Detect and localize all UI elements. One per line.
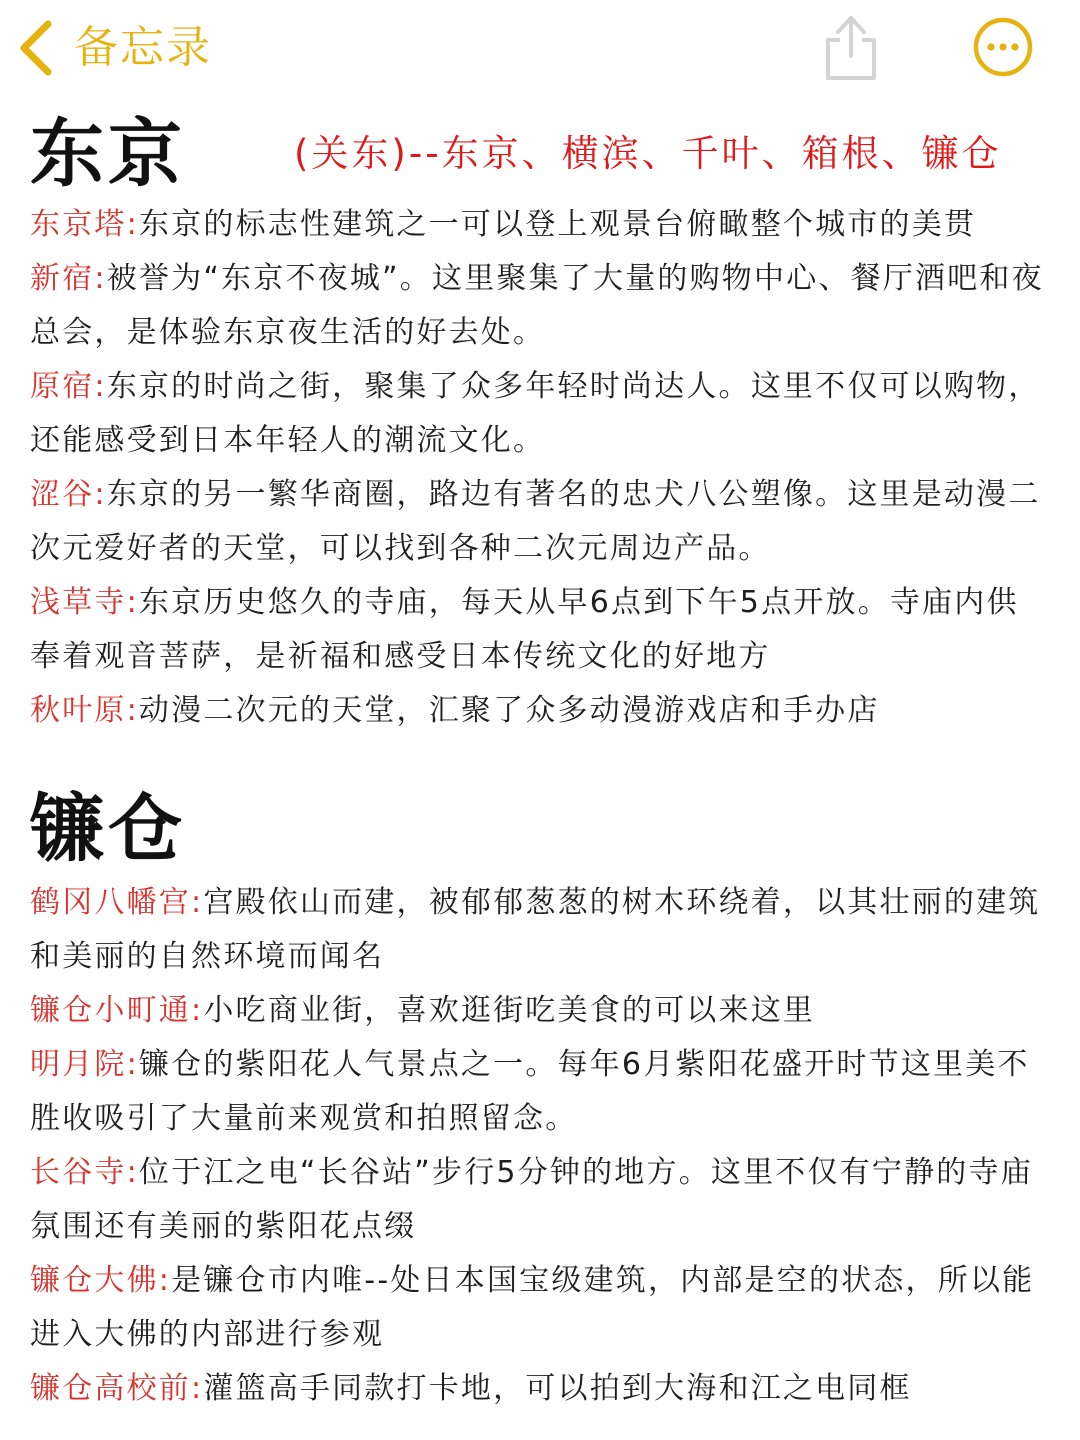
entry-list	[30, 198, 1050, 738]
list-item	[30, 984, 1050, 1038]
spot-description: 东京的另一繁华商圈，路边有著名的忠犬八公塑像。这里是动漫二次元爱好者的天堂，可以找到各种二次元周边产品。	[30, 477, 1041, 566]
section-kamakura	[30, 782, 1050, 1416]
section-header	[30, 782, 1050, 876]
back-button[interactable]	[16, 16, 212, 80]
list-item	[30, 1038, 1050, 1146]
section-subtitle: (关东)--东京、横滨、千叶、箱根、镰仓	[294, 132, 1002, 175]
section-title: 东京	[30, 111, 186, 197]
spot-name: 涩谷:	[30, 477, 107, 512]
chevron-left-icon	[16, 18, 56, 78]
spot-name: 明月院:	[30, 1047, 139, 1082]
spot-name: 新宿:	[30, 261, 107, 296]
spot-description: 宫殿依山而建，被郁郁葱葱的树木环绕着，以其壮丽的建筑和美丽的自然环境而闻名	[30, 885, 1041, 974]
navigation-bar	[0, 0, 1080, 100]
list-item	[30, 198, 1050, 252]
spot-description: 是镰仓市内唯--处日本国宝级建筑，内部是空的状态，所以能进入大佛的内部进行参观	[30, 1263, 1035, 1352]
spot-name: 原宿:	[30, 369, 107, 404]
list-item	[30, 468, 1050, 576]
spot-description: 镰仓的紫阳花人气景点之一。每年6月紫阳花盛开时节这里美不胜收吸引了大量前来观赏和拍照留念。	[30, 1047, 1030, 1136]
spot-description: 小吃商业街，喜欢逛街吃美食的可以来这里	[203, 993, 816, 1028]
section-spacer	[30, 738, 1050, 782]
note-content	[30, 110, 1050, 1416]
section-tokyo	[30, 110, 1050, 738]
spot-description: 东京的时尚之街，聚集了众多年轻时尚达人。这里不仅可以购物，还能感受到日本年轻人的潮流文化。	[30, 369, 1041, 458]
list-item	[30, 1146, 1050, 1254]
spot-description: 东京的标志性建筑之一可以登上观景台俯瞰整个城市的美贯	[138, 207, 977, 242]
entry-list	[30, 876, 1050, 1416]
list-item	[30, 876, 1050, 984]
spot-name: 长谷寺:	[30, 1155, 139, 1190]
spot-name: 镰仓大佛:	[30, 1263, 172, 1298]
spot-name: 鹤冈八幡宫:	[30, 885, 204, 920]
spot-name: 秋叶原:	[30, 693, 139, 728]
spot-name: 浅草寺:	[30, 585, 139, 620]
list-item	[30, 252, 1050, 360]
list-item	[30, 576, 1050, 684]
spot-description: 灌篮高手同款打卡地，可以拍到大海和江之电同框	[203, 1371, 912, 1406]
spot-description: 位于江之电“长谷站”步行5分钟的地方。这里不仅有宁静的寺庙氛围还有美丽的紫阳花点缀	[30, 1155, 1033, 1244]
spot-description: 东京历史悠久的寺庙，每天从早6点到下午5点开放。寺庙内供奉着观音菩萨，是祈福和感受日本传统文化的好地方	[30, 585, 1019, 674]
spot-name: 镰仓高校前:	[30, 1371, 204, 1406]
spot-description: 动漫二次元的天堂，汇聚了众多动漫游戏店和手办店	[138, 693, 880, 728]
section-header	[30, 110, 1050, 198]
list-item	[30, 1254, 1050, 1362]
list-item	[30, 360, 1050, 468]
back-label: 备忘录	[74, 22, 212, 73]
spot-name: 东京塔:	[30, 207, 139, 242]
section-title: 镰仓	[30, 786, 186, 872]
list-item	[30, 684, 1050, 738]
spot-name: 镰仓小町通:	[30, 993, 204, 1028]
more-icon[interactable]	[972, 16, 1034, 78]
share-icon[interactable]	[818, 8, 884, 82]
spot-description: 被誉为“东京不夜城”。这里聚集了大量的购物中心、餐厅酒吧和夜总会，是体验东京夜生活的好去处。	[30, 261, 1044, 350]
list-item	[30, 1362, 1050, 1416]
